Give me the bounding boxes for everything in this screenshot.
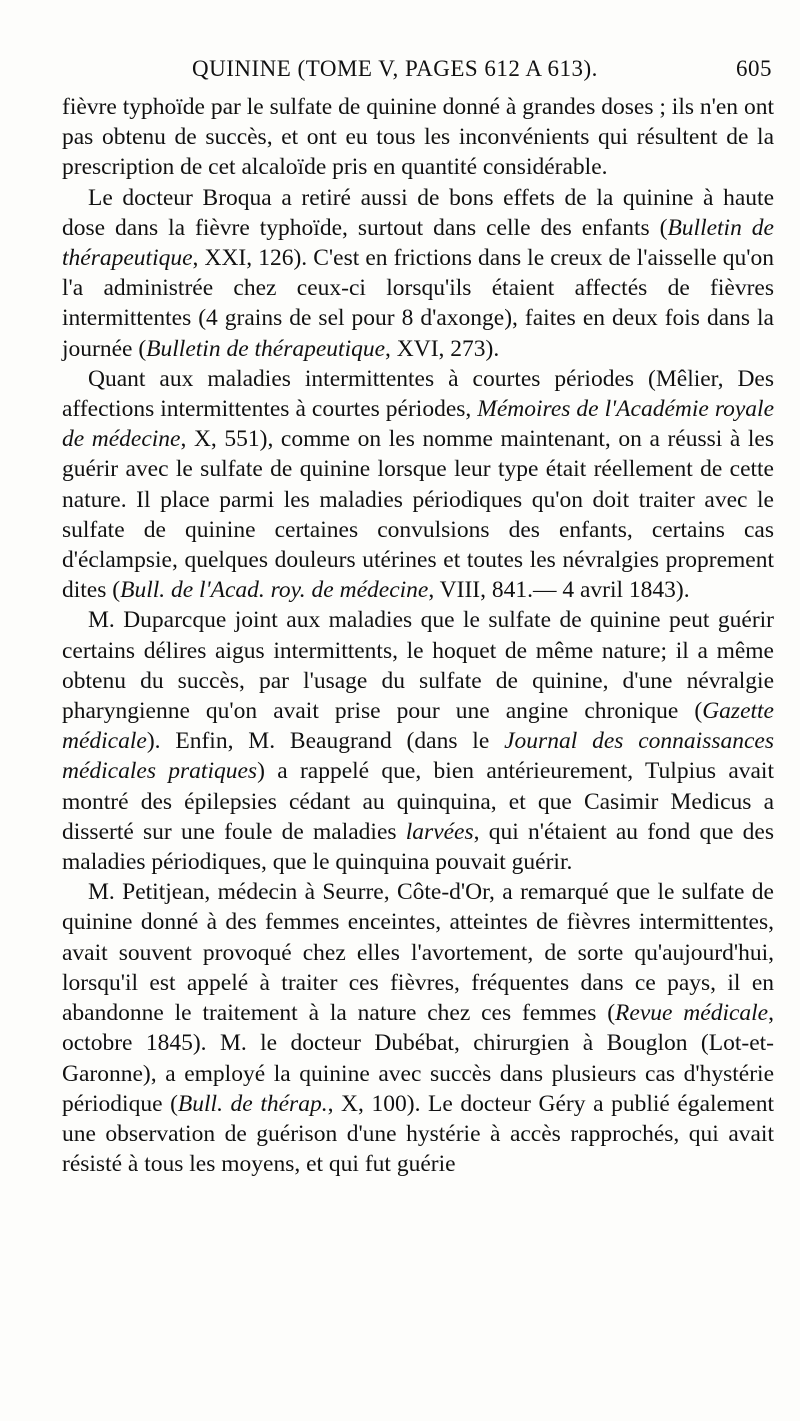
- text-run: , XVI, 273).: [385, 335, 500, 362]
- text-run: ). Enfin, M. Beaugrand (dans le: [146, 728, 505, 755]
- citation-title: Bulletin de thérapeutique: [146, 335, 386, 362]
- emphasis-term: larvées: [405, 818, 474, 845]
- page-body: [62, 92, 774, 1179]
- page-number: 605: [736, 56, 772, 81]
- text-run: ) a rappelé que, bien antérieurement, Tulpius avait montré des épilepsies cédant au quinquina, et que Casimir Medicus a disserté sur une foule de maladies: [62, 758, 774, 845]
- text-run: , qui n'étaient au fond que des maladies périodiques, que le quinquina pouvait guérir.: [62, 818, 774, 876]
- paragraph-2: [62, 183, 774, 364]
- header-title: QUININE (TOME V, PAGES 612 A 613).: [192, 56, 598, 81]
- running-header: [62, 56, 772, 90]
- citation-title: Bulletin de thérapeutique: [62, 214, 774, 272]
- citation-title: Bull. de l'Acad. roy. de médecine: [120, 577, 429, 604]
- text-run: M. Duparcque joint aux maladies que le sulfate de quinine peut guérir certains délires aigus intermittents, le hoquet de même nature; il a même obtenu du succès, par l'usage du sulfate de quinine, d'une névralgie pharyngienne qu'on avait prise pour une angine chronique (: [62, 607, 774, 725]
- paragraph-3: [62, 364, 774, 606]
- text-run: , VIII, 841.— 4 avril 1843).: [428, 577, 690, 604]
- citation-title: Journal des connaissances médicales pratiques: [62, 728, 775, 785]
- text-run: Le docteur Broqua a retiré aussi de bons effets de la quinine à haute dose dans la fièvre typhoïde, surtout dans celle des enfants (: [62, 184, 774, 241]
- text-run: , X, 100). Le docteur Géry a publié également une observation de guérison d'une hystérie à accès rapprochés, qui avait résisté à tous les moyens, et qui fut guérie: [62, 1090, 774, 1178]
- text-run: , X, 551), comme on les nomme maintenant, on a réussi à les guérir avec le sulfate de quinine lorsque leur type était réellement de cette nature. Il place parmi les maladies périodiques qu'on doit traiter avec le sulfate de quinine certaines convulsions des enfants, certains cas d'éclampsie, quelques douleurs utérines et toutes les névralgies proprement dites (: [62, 426, 775, 604]
- citation-title: Gazette médicale: [62, 698, 774, 755]
- paragraph-1: [62, 92, 774, 183]
- text-run: M. Petitjean, médecin à Seurre, Côte-d'Or, a remarqué que le sulfate de quinine donné à des femmes enceintes, atteintes de fièvres intermittentes, avait souvent provoqué chez elles l'avortement, de sorte qu'aujourd'hui, lorsqu'il est appelé à traiter ces fièvres, fréquentes dans ce pays, il en abandonne le traitement à la nature chez ces femmes (: [62, 879, 774, 1027]
- citation-title: Mémoires de l'Académie royale de médecine: [62, 396, 774, 453]
- paragraph-4: [62, 605, 774, 877]
- text-run: , XXI, 126). C'est en frictions dans le creux de l'aisselle qu'on l'a administrée chez ceux-ci lorsqu'ils étaient affectés de fièvres intermittentes (4 grains de sel pour 8 d'axonge), faites en deux fois dans la journée (: [62, 245, 774, 362]
- text-run: Quant aux maladies intermittentes à courtes périodes (Mêlier, Des affections intermittentes à courtes périodes,: [62, 365, 774, 423]
- citation-title: Bull. de thérap.: [177, 1090, 328, 1117]
- text-run: , octobre 1845). M. le docteur Dubébat, chirurgien à Bouglon (Lot-et-Garonne), a employé la quinine avec succès dans plusieurs cas d'hystérie périodique (: [62, 1000, 774, 1117]
- citation-title: Revue médicale: [615, 1000, 769, 1027]
- text-run: fièvre typhoïde par le sulfate de quinine donné à grandes doses ; ils n'en ont pas obtenu de succès, et ont eu tous les inconvénients qui résultent de la prescription de cet alcaloïde pris en quantité considérable.: [62, 94, 774, 181]
- paragraph-5: [62, 877, 774, 1179]
